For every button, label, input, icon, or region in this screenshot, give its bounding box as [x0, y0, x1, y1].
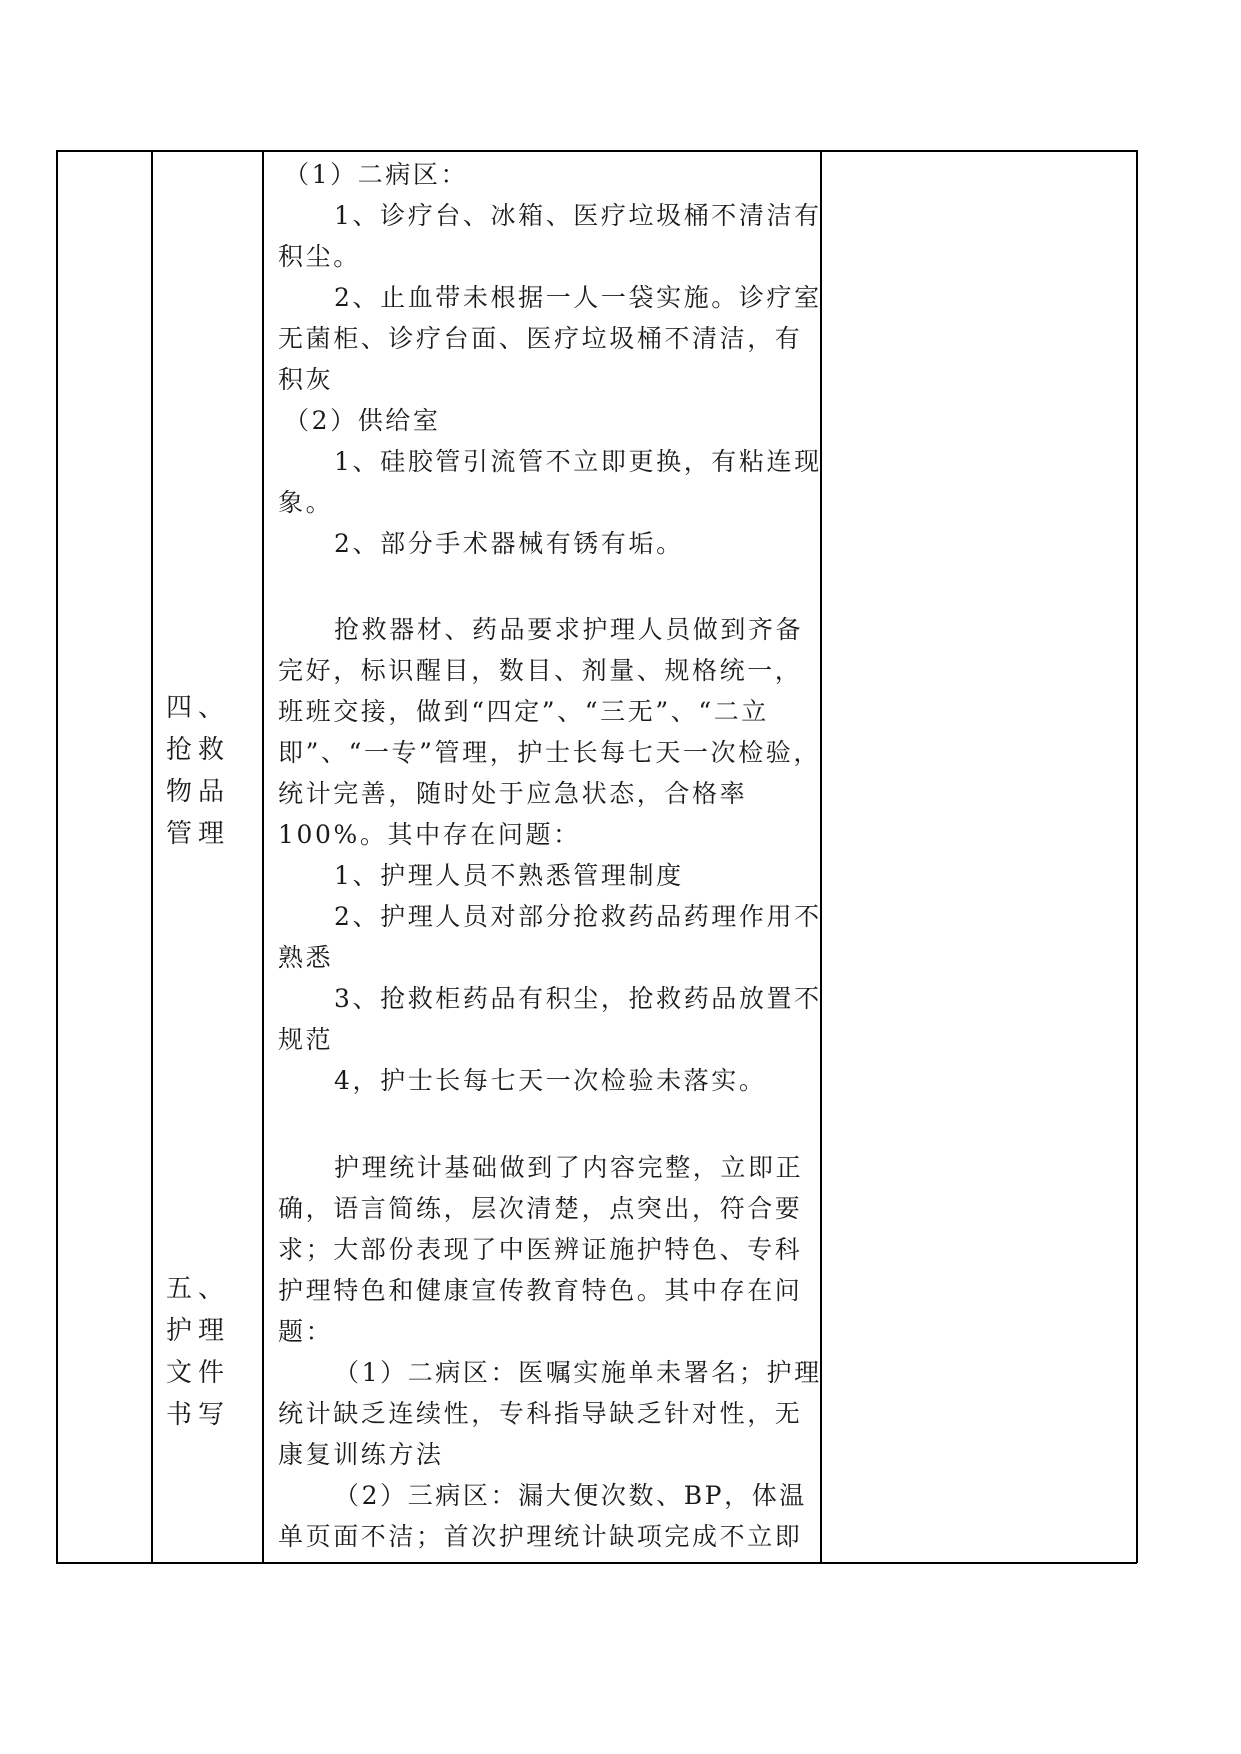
- table-border-left: [56, 150, 58, 1563]
- paragraph: 1、护理人员不熟悉管理制度: [334, 861, 684, 890]
- paragraph: （2）供给室: [284, 406, 441, 435]
- paragraph: 2、止血带未根据一人一袋实施。诊疗室无菌柜、诊疗台面、医疗垃圾桶不清洁，有积灰: [278, 283, 822, 394]
- paragraph: 护理统计基础做到了内容完整，立即正确，语言简练，层次清楚，点突出，符合要求；大部份表现了中医辨证施护特色、专科护理特色和健康宣传教育特色。其中存在问题：: [278, 1153, 804, 1346]
- paragraph: （1）二病区：医嘱实施单未署名；护理统计缺乏连续性，专科指导缺乏针对性，无康复训练方法: [278, 1358, 822, 1469]
- paragraph: 2、护理人员对部分抢救药品药理作用不熟悉: [278, 902, 822, 972]
- section-label-rescue-items: 四、抢救物品管理: [166, 693, 231, 849]
- table-divider-2: [262, 150, 264, 1563]
- content-block-top: [278, 154, 826, 564]
- table-border-bottom: [56, 1562, 1137, 1564]
- content-block-nursing-docs: [278, 1147, 826, 1557]
- paragraph: 3、抢救柜药品有积尘，抢救药品放置不规范: [278, 984, 822, 1054]
- section-label-nursing-docs: 五、护理文件书写: [166, 1274, 231, 1430]
- paragraph: （2）三病区：漏大便次数、BP，体温单页面不洁；首次护理统计缺项完成不立即: [278, 1481, 807, 1551]
- paragraph: （1）二病区：: [284, 160, 469, 189]
- paragraph: 2、部分手术器械有锈有垢。: [334, 529, 684, 558]
- table-border-top: [56, 150, 1137, 152]
- content-block-rescue-items: [278, 609, 826, 1101]
- paragraph: 1、诊疗台、冰箱、医疗垃圾桶不清洁有积尘。: [278, 201, 822, 271]
- table-divider-1: [151, 150, 153, 1563]
- paragraph: 1、硅胶管引流管不立即更换，有粘连现象。: [278, 447, 822, 517]
- paragraph: 抢救器材、药品要求护理人员做到齐备完好，标识醒目，数目、剂量、规格统一，班班交接，做到“四定”、“三无”、“二立即”、“一专”管理，护士长每七天一次检验，统计完善，随时处于应急状态，合格率100%。其中存在问题：: [278, 615, 821, 849]
- paragraph: 4，护士长每七天一次检验未落实。: [334, 1066, 767, 1095]
- table-border-right: [1136, 150, 1138, 1563]
